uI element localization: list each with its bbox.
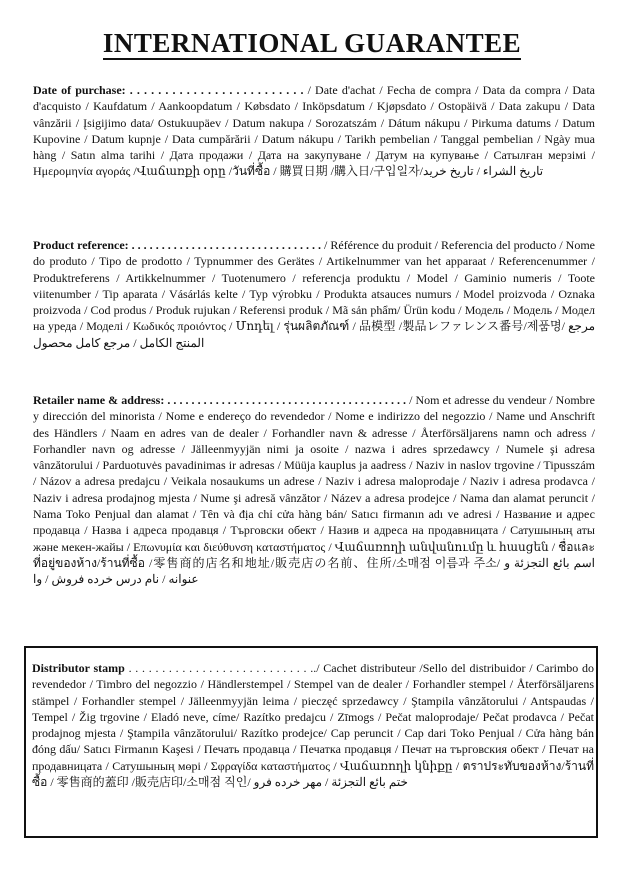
retailer-label: Retailer name & address: — [33, 393, 165, 407]
retailer-translations: / Nom et adresse du vendeur / Nombre y dirección del minorista / Nome e endereço do revendedor / Nome e indirizzo del negozzio / Name und Anschrift des Händlers / Naam en adres van de dealer / Forhandler navn & adresse / Återförsäljarens namn och adress / Forhandler navn og adresse / Jälleenmyyjän nimi ja osoite / nazwa i adres sprzedawcy / Numele şi adresa vânzătorului / Parduotuvės pavadinimas ir adresas / Müüja kauplus ja aadress / Naziv in naslov trgovine / Tipusszám / Názov a adresa predajcu / Veikala nosaukums un adrese / Naziv i adresa maloprodaje / Naziv i adresa prodavca / Naziv i adresa prodajnog mjesta / Nume şi adresă vânzător / Název a adresa prodejce / Nama dan alamat peruncit / Nama Toko Penjual dan alamat / Tên và địa chỉ cửa hàng bán/ Satıcı firmanın adı ve adresi / Название и адрес продавца / Назва і адреса продавця / Търговски обект / Назив и адреса на продавницата / Сатушының аты және мекен-жайы / Επωνυμία και διεύθυνση καταστήματος / Վաճառողի անվանումը և հասցեն / ชื่อและที่อยู่ของห้าง/ร้านที่ซื้อ /零售商的店名和地址/販売店の名前、住所/소매점 이름과 주소/ اسم بائع التجزئة و عنوانه / نام درس خرده فروش / وا — [33, 393, 596, 587]
retailer-leader: . . . . . . . . . . . . . . . . . . . . . . . . . . . . . . . . . . . . . . . . — [164, 393, 410, 407]
product-reference-label: Product reference: — [33, 238, 129, 252]
product-reference-section — [33, 237, 595, 351]
page-title-text: INTERNATIONAL GUARANTEE — [102, 28, 522, 58]
distributor-stamp-label: Distributor stamp — [32, 661, 125, 675]
date-of-purchase-section — [33, 82, 595, 180]
product-reference-leader: . . . . . . . . . . . . . . . . . . . . . . . . . . . . . . . . — [128, 238, 325, 252]
retailer-section — [33, 392, 595, 588]
date-of-purchase-label: Date of purchase: — [33, 83, 126, 97]
distributor-stamp-leader: . . . . . . . . . . . . . . . . . . . . . . . . . . . . — [124, 661, 314, 675]
distributor-stamp-section — [32, 660, 594, 790]
distributor-stamp-translations: ./ Cachet distributeur /Sello del distribuidor / Carimbo do revendedor / Timbro del negozzio / Händlerstempel / Stempel van de dealer / Forhandler stempel / Återförsäljarens stämpel / Forhandler stempel / Jälleenmyyjän leima / pieczęć sprzedawcy / Ştampila vânzătorului / Antspaudas / Tempel / Žig trgovine / Eladó neve, címe/ Razítko predajcu / Zīmogs / Pečat maloprodaje/ Pečat prodavca / Pečat prodajnog mjesta / Ştampila vânzătorului/ Razítko prodejce/ Cap peruncit / Cap dari Toko Penjual / Cửa hàng bán đóng dấu/ Satıcı Firmanın Kaşesi / Печать продавца / Печатка продавця / Печат на търговския обект / Печат на продавницата / Сатушының мөрі / Σφραγίδα καταστήματος / Վաճառողի կնիքը / ตราประทับของห้าง/ร้านที่ซื้อ / 零售商的蓋印 /販売店印/소매점 직인/ ختم بائع التجزئة / مهر خرده فرو — [32, 661, 594, 790]
page-title — [0, 27, 624, 60]
date-of-purchase-leader: . . . . . . . . . . . . . . . . . . . . . . . . . — [125, 83, 308, 97]
product-reference-translations: / Référence du produit / Referencia del producto / Nome do produto / Tipo de prodotto / Typnummer des Gerätes / Artikelnummer van het apparaat / Referencenummer / Produktreferens / Artikkelnummer / Tuotenumero / referencja produktu / Model / Gaminio numeris / Toote viitenumber / Tip aparata / Vásárlás kelte / Typ výrobku / Produkta atsauces numurs / Model proizvoda / Oznaka proizvoda / Cod produs / Produk rujukan / Referensi produk / Mã sản phẩm/ Ürün kodu / Модель / Модель / Модел на уреда / Моделі / Κωδικός προιόντος / Մոդել / รุ่นผลิตภัณฑ์ / 品模型 /製品レファレンス番号/제품명/ مرجع المنتج الكامل / مرجع کامل محصول — [33, 238, 596, 350]
date-of-purchase-translations: / Date d'achat / Fecha de compra / Data da compra / Data d'acquisto / Kaufdatum / Aankoopdatum / Købsdato / Inköpsdatum / Kjøpsdato / Ostopäivä / Data zakupu / Data vânzării / Įsigijimo data/ Ostukuupäev / Datum nakupa / Sorozatszám / Dátum nákupu / Pirkuma datums / Datum Kupovine / Datum kupnje / Data cumpărării / Datum nákupu / Tarikh pembelian / Tanggal pembelian / Ngày mua hàng / Satın alma tarihi / Дата продажи / Дата на закупуване / Датум на купување / Сатылған мерзімі / Ημερομηνία αγοράς /Վաճառքի օրը /วันที่ซื้อ / 購買日期 /購入日/구입일자/تاريخ الشراء / تاریخ خرید — [33, 83, 596, 179]
